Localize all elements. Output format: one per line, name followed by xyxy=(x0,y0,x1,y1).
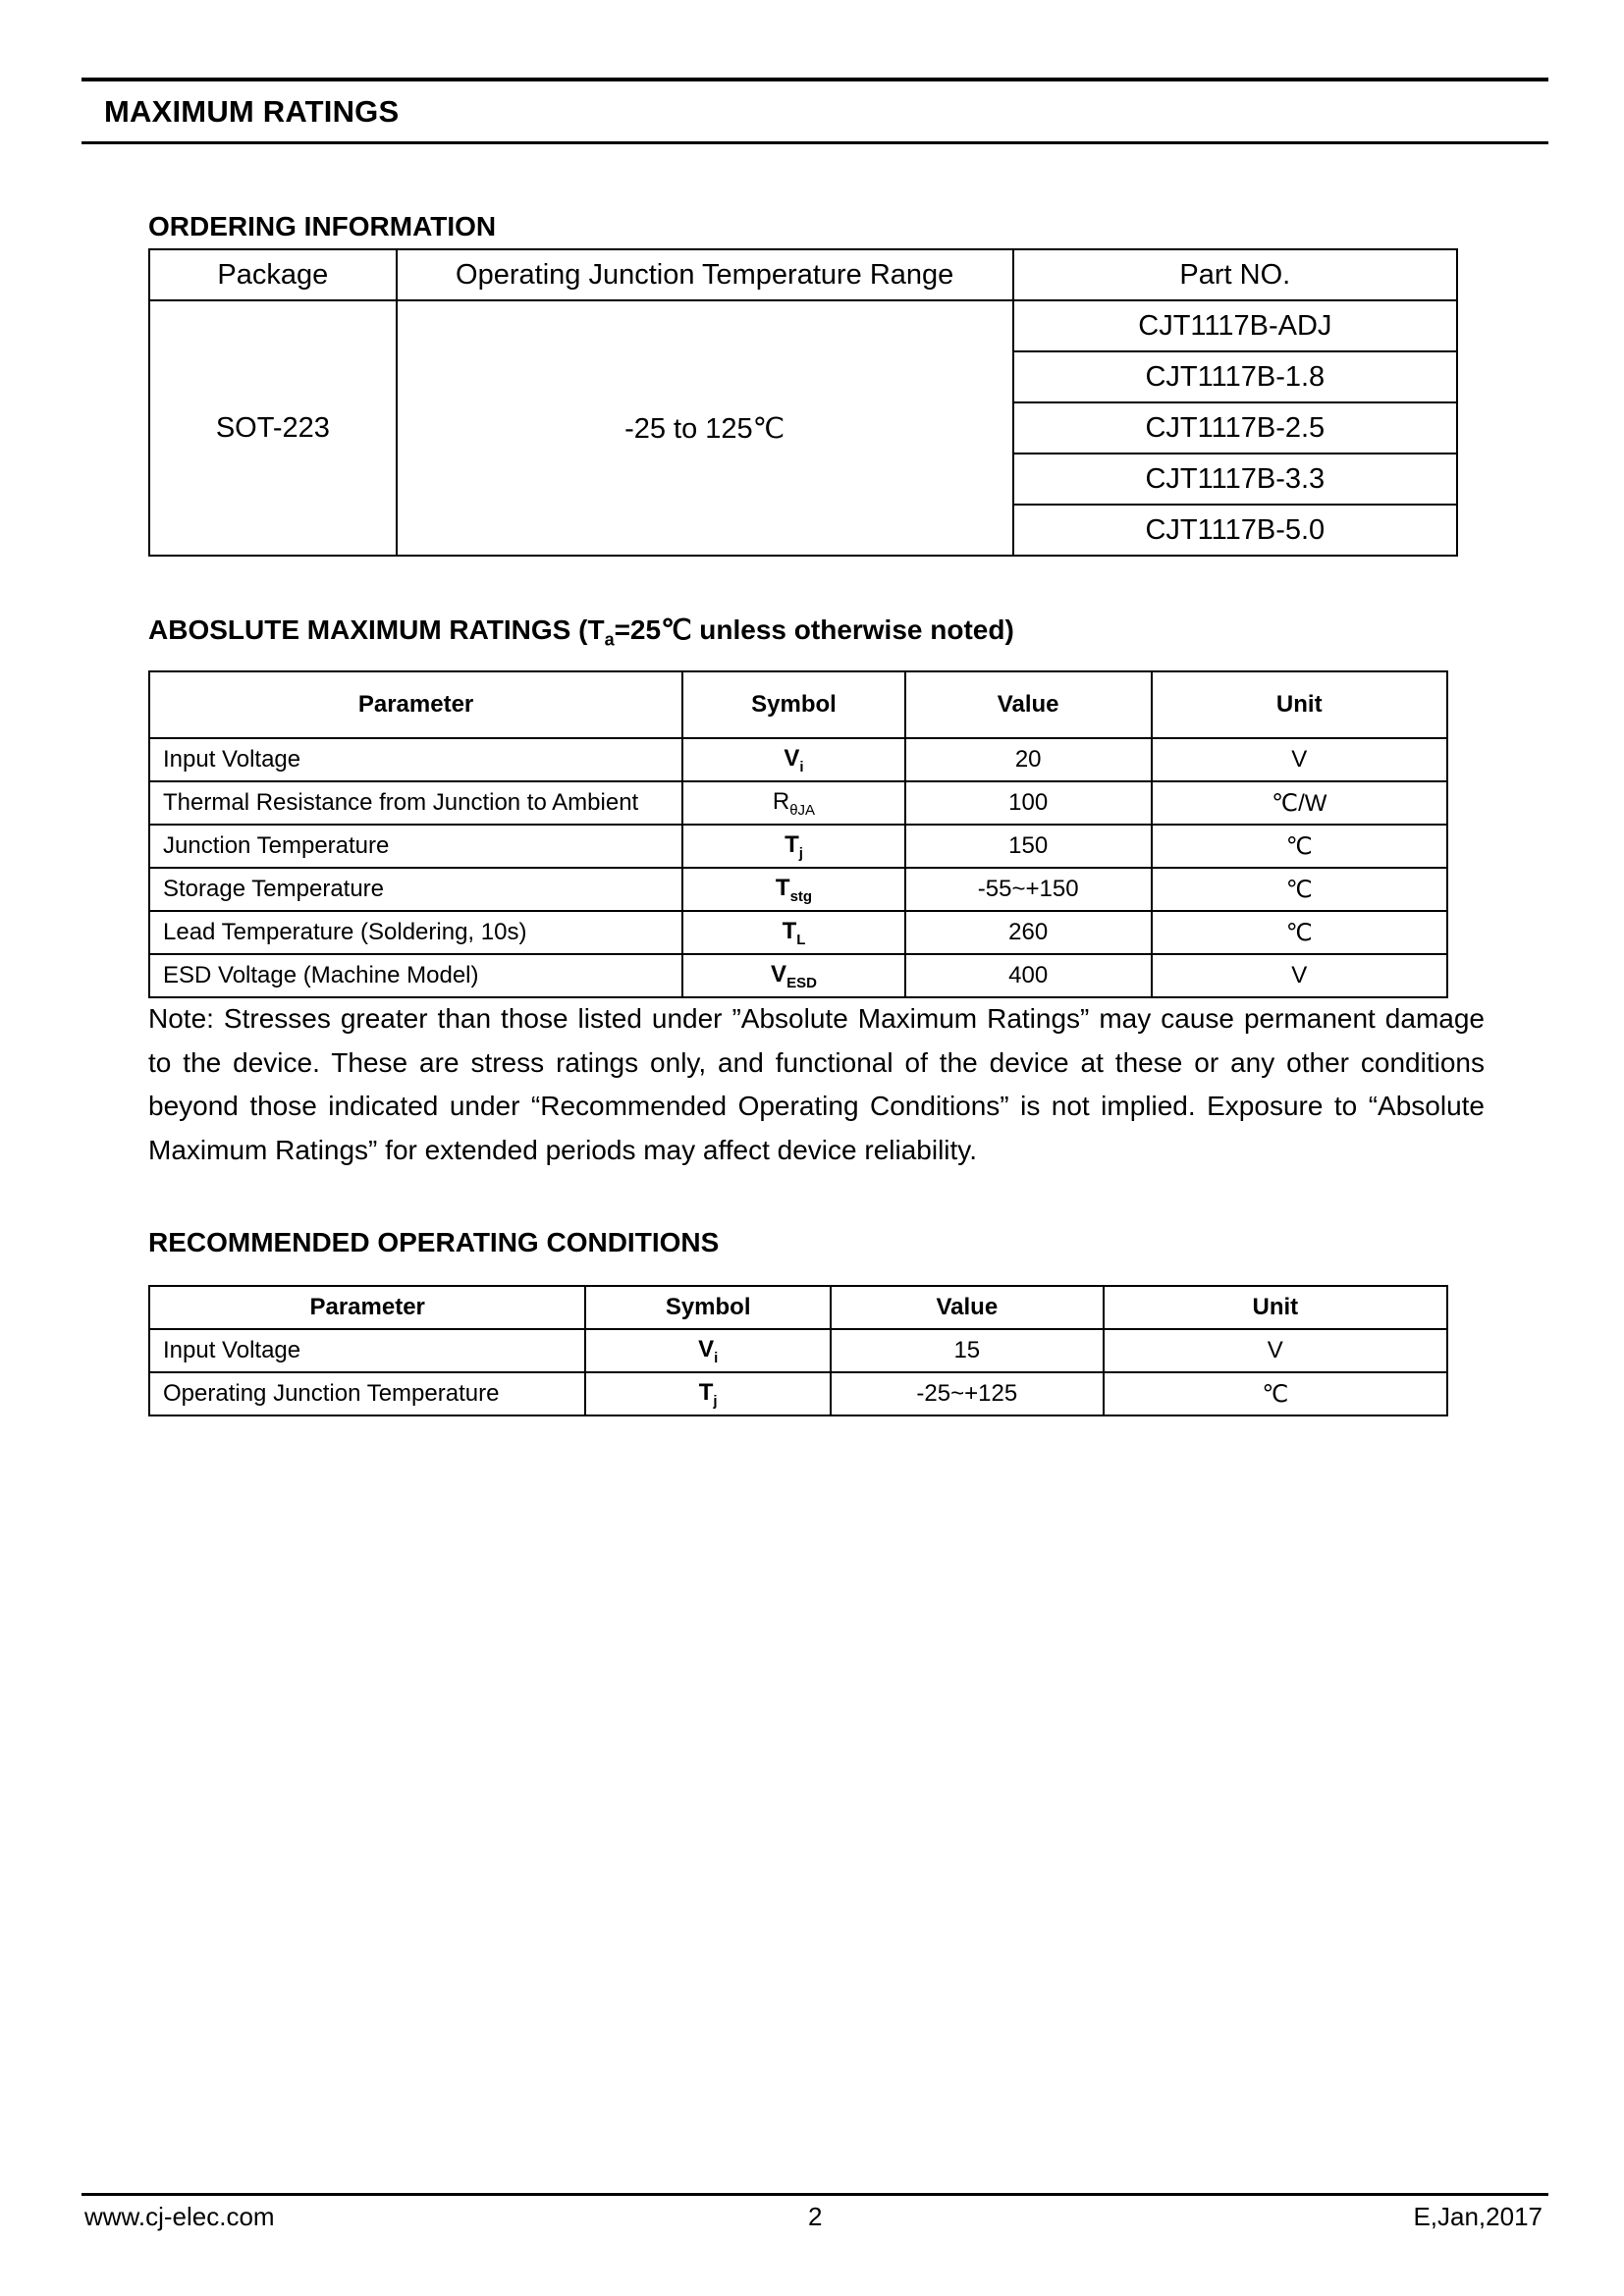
header-value: Value xyxy=(831,1286,1104,1329)
value-cell: -55~+150 xyxy=(905,868,1152,911)
footer-website: www.cj-elec.com xyxy=(84,2202,275,2231)
symbol-main: T xyxy=(775,874,790,901)
symbol-sub: j xyxy=(798,844,803,862)
symbol-sub: stg xyxy=(789,887,813,905)
symbol-main: V xyxy=(784,744,800,772)
header-part-no: Part NO. xyxy=(1013,249,1457,300)
part-number-cell: CJT1117B-3.3 xyxy=(1013,454,1457,505)
symbol-main: V xyxy=(771,960,787,988)
heading-suffix: =25℃ unless otherwise noted) xyxy=(614,614,1014,645)
table-header-row xyxy=(149,249,1457,300)
heading-prefix: ABOSLUTE MAXIMUM RATINGS (T xyxy=(148,614,605,645)
recommended-conditions-table xyxy=(148,1285,1448,1416)
symbol-cell xyxy=(682,868,905,911)
parameter-cell: ESD Voltage (Machine Model) xyxy=(149,954,682,997)
symbol-cell xyxy=(585,1372,831,1415)
table-row xyxy=(149,781,1447,825)
table-row xyxy=(149,738,1447,781)
table-row xyxy=(149,868,1447,911)
symbol-cell xyxy=(682,825,905,868)
symbol-sub: ESD xyxy=(786,974,817,991)
unit-cell: V xyxy=(1152,738,1448,781)
unit-cell: ℃ xyxy=(1152,868,1448,911)
heading-subscript: a xyxy=(604,629,615,650)
ordering-heading: ORDERING INFORMATION xyxy=(148,211,497,241)
top-rule xyxy=(81,78,1548,81)
symbol-sub: i xyxy=(714,1349,719,1366)
symbol-cell xyxy=(682,738,905,781)
unit-cell: ℃ xyxy=(1152,825,1448,868)
table-row xyxy=(149,825,1447,868)
header-unit: Unit xyxy=(1104,1286,1447,1329)
value-cell: 150 xyxy=(905,825,1152,868)
symbol-sub: j xyxy=(713,1392,718,1410)
table-row xyxy=(149,1372,1447,1415)
value-cell: 100 xyxy=(905,781,1152,825)
package-cell: SOT-223 xyxy=(149,300,397,556)
value-cell: 20 xyxy=(905,738,1152,781)
header-temp-range: Operating Junction Temperature Range xyxy=(397,249,1013,300)
header-symbol: Symbol xyxy=(585,1286,831,1329)
value-cell: -25~+125 xyxy=(831,1372,1104,1415)
parameter-cell: Input Voltage xyxy=(149,1329,585,1372)
parameter-cell: Storage Temperature xyxy=(149,868,682,911)
parameter-cell: Lead Temperature (Soldering, 10s) xyxy=(149,911,682,954)
parameter-cell: Input Voltage xyxy=(149,738,682,781)
symbol-main: V xyxy=(698,1335,715,1362)
value-cell: 260 xyxy=(905,911,1152,954)
absolute-ratings-table xyxy=(148,670,1448,998)
parameter-cell: Thermal Resistance from Junction to Ambient xyxy=(149,781,682,825)
symbol-main: T xyxy=(698,1378,714,1406)
symbol-main: R xyxy=(772,787,790,815)
header-unit: Unit xyxy=(1152,671,1448,738)
footer-rule xyxy=(81,2193,1548,2196)
table-header-row xyxy=(149,671,1447,738)
title-underline-rule xyxy=(81,141,1548,144)
symbol-main: T xyxy=(785,830,799,858)
symbol-cell xyxy=(682,954,905,997)
symbol-cell xyxy=(682,781,905,825)
header-value: Value xyxy=(905,671,1152,738)
table-header-row xyxy=(149,1286,1447,1329)
symbol-main: T xyxy=(782,917,797,944)
absolute-ratings-heading xyxy=(148,614,1014,651)
symbol-cell xyxy=(682,911,905,954)
ordering-table xyxy=(148,248,1458,557)
symbol-cell xyxy=(585,1329,831,1372)
footer-page-number: 2 xyxy=(808,2202,823,2231)
table-row xyxy=(149,300,1457,351)
symbol-sub: i xyxy=(799,758,804,775)
temp-range-cell: -25 to 125℃ xyxy=(397,300,1013,556)
part-number-cell: CJT1117B-1.8 xyxy=(1013,351,1457,402)
table-row xyxy=(149,911,1447,954)
parameter-cell: Operating Junction Temperature xyxy=(149,1372,585,1415)
header-package: Package xyxy=(149,249,397,300)
unit-cell: ℃/W xyxy=(1152,781,1448,825)
table-row xyxy=(149,1329,1447,1372)
unit-cell: ℃ xyxy=(1152,911,1448,954)
part-number-cell: CJT1117B-2.5 xyxy=(1013,402,1457,454)
stress-note: Note: Stresses greater than those listed under ”Absolute Maximum Ratings” may cause permanent damage to the device. These are stress ratings only, and functional of the device at these or any other conditions beyond those indicated under “Recommended Operating Conditions” is not implied. Exposure to “Absolute Maximum Ratings” for extended periods may affect device reliability. xyxy=(148,1003,1485,1165)
recommended-heading: RECOMMENDED OPERATING CONDITIONS xyxy=(148,1227,720,1257)
symbol-sub: θJA xyxy=(789,801,816,819)
value-cell: 400 xyxy=(905,954,1152,997)
footer-revision: E,Jan,2017 xyxy=(1413,2202,1543,2231)
unit-cell: ℃ xyxy=(1104,1372,1447,1415)
unit-cell: V xyxy=(1104,1329,1447,1372)
symbol-sub: L xyxy=(796,931,806,948)
header-parameter: Parameter xyxy=(149,671,682,738)
header-symbol: Symbol xyxy=(682,671,905,738)
part-number-cell: CJT1117B-5.0 xyxy=(1013,505,1457,556)
table-row xyxy=(149,954,1447,997)
parameter-cell: Junction Temperature xyxy=(149,825,682,868)
part-number-cell: CJT1117B-ADJ xyxy=(1013,300,1457,351)
header-parameter: Parameter xyxy=(149,1286,585,1329)
unit-cell: V xyxy=(1152,954,1448,997)
value-cell: 15 xyxy=(831,1329,1104,1372)
page-title: MAXIMUM RATINGS xyxy=(104,94,400,129)
